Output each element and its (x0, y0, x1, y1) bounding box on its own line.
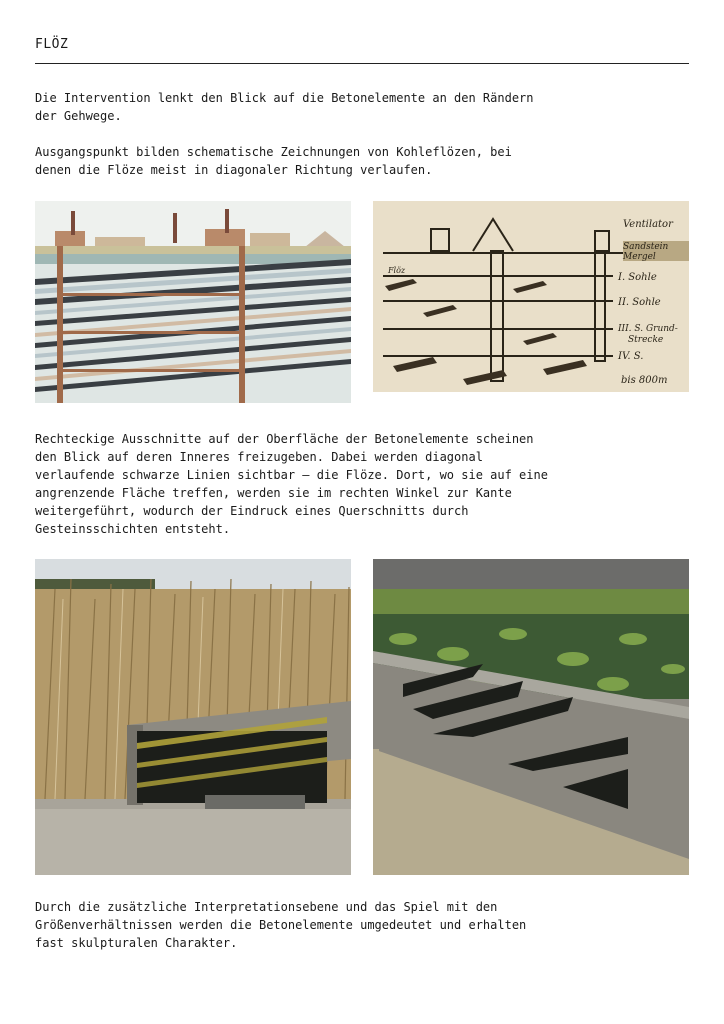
intro-paragraph-2: Ausgangspunkt bilden schematische Zeichnungen von Kohleflözen, bei denen die Flöze meist in diagonaler Richtung verlaufen. (35, 145, 512, 177)
sketch-label-sandstein: Sandstein (623, 242, 669, 252)
sketch-label-strecke: Strecke (628, 335, 664, 345)
closing-paragraph: Durch die zusätzliche Interpretationsebene und das Spiel mit den Größenverhältnissen werden die Betonelemente umgedeutet und erhalten fast skulpturalen Charakter. (35, 900, 527, 950)
sketch-label-sohle-2: II. Sohle (618, 297, 661, 308)
pond-concrete-photo (373, 559, 689, 875)
sketch-label-mergel: Mergel (623, 252, 656, 262)
sketch-label-floz: Flöz (388, 266, 406, 275)
middle-paragraph: Rechteckige Ausschnitte auf der Oberfläche der Betonelemente scheinen den Blick auf deren Inneres freizugeben. Dabei werden diagonal verlaufende schwarze Linien sichtbar – die Flöze. Dort, wo sie auf eine angrenzende Fläche treffen, werden sie im rechten Winkel zur Kante weitergeführt, wodurch der Eindruck eines Querschnitts durch Gesteinsschichten entsteht. (35, 432, 548, 536)
coal-seam-sketch-image (373, 201, 689, 392)
intro-paragraph-1: Die Intervention lenkt den Blick auf die Betonelemente an den Rändern der Gehwege. (35, 91, 534, 123)
title-divider (35, 63, 689, 64)
sketch-label-sohle-3: III. S. Grund- (618, 324, 678, 334)
sketch-label-ventilator: Ventilator (623, 219, 673, 230)
sketch-label-sohle-1: I. Sohle (618, 272, 657, 283)
coal-seam-illustration-image (35, 201, 351, 403)
page-title: FLÖZ (35, 37, 69, 52)
sketch-label-depth: bis 800m (621, 375, 668, 386)
sketch-label-sohle-4: IV. S. (618, 351, 644, 362)
reeds-concrete-photo (35, 559, 351, 875)
